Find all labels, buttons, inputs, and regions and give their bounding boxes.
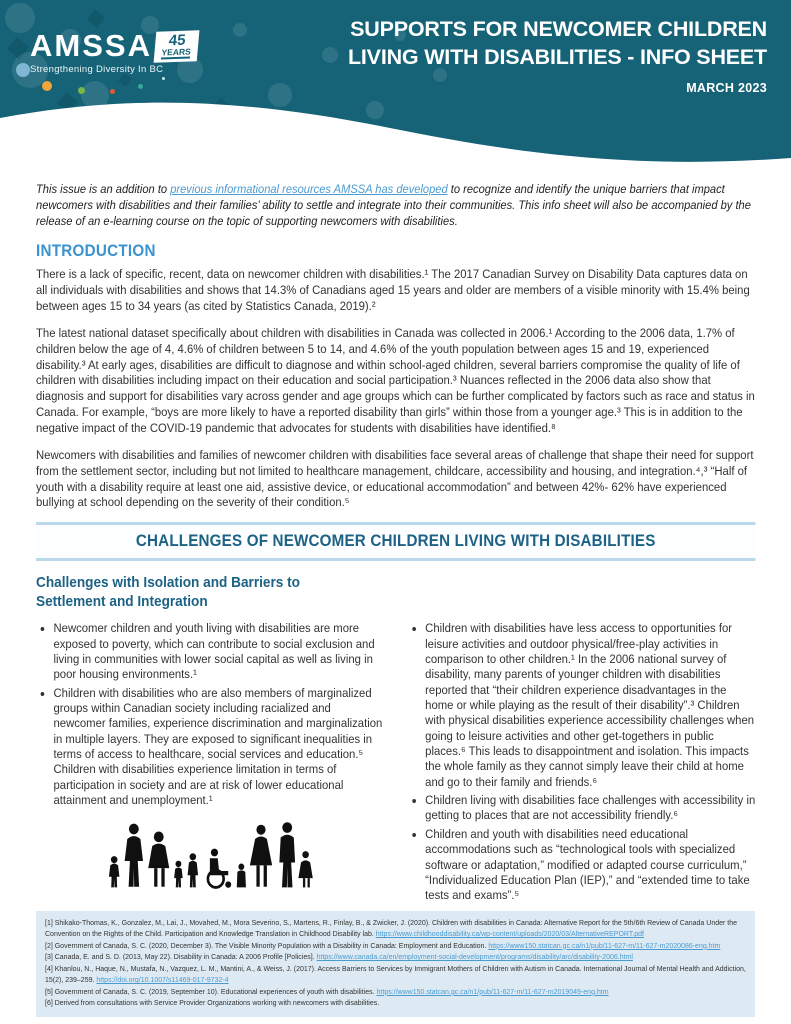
reference-item (45, 952, 746, 964)
bullet-item: • Children with disabilities have less access to opportunities for leisure activities and outdoor physical/free-play activities in comparison to other children.¹ In the 2006 national survey of disability, many parents of younger children with disabilities reported that “their children experience disadvantages in the home or while playing as the result of their disability”.³ Children with physical disabilities experience accessibility challenges when going to leisure activities and other get-togethers in public places.⁶ This leads to disappointment and isolation. This impacts the whole family as they cannot simply leave their child at home and go to their family and friends.⁶ (425, 621, 755, 790)
left-bullet-list (36, 621, 384, 808)
document-date: MARCH 2023 (686, 80, 767, 95)
reference-item (45, 918, 746, 941)
dot-green (78, 87, 85, 94)
logo-color-dots (30, 79, 198, 105)
badge-years: YEARS (161, 47, 191, 59)
reference-link[interactable]: https://www150.statcan.gc.ca/n1/pub/11-627-m/11-627-m2020086-eng.htm (488, 942, 721, 950)
family-silhouette-image (105, 821, 315, 889)
challenges-section-banner: CHALLENGES OF NEWCOMER CHILDREN LIVING WITH DISABILITIES (36, 522, 755, 561)
amssa-logo-text: AMSSA (30, 28, 152, 63)
reference-text: [2] Government of Canada, S. C. (2020, December 3). The Visible Minority Population with a Disability in Canada: Employment and Education. (45, 942, 487, 950)
bullet-item: • Newcomer children and youth living with disabilities are more exposed to poverty, which can contribute to social exclusion and living in communities with lower social capital as well as living in poor housing environments.¹ (53, 621, 383, 682)
reference-link[interactable]: https://www.canada.ca/en/employment-social-development/programs/disability/arc/disability-2006.html (316, 954, 633, 962)
introduction-paragraph-3: Newcomers with disabilities and families of newcomer children with disabilities face several areas of challenge that shape their need for support from the settlement sector, including but not limited to healthcare management, childcare, accessibility and housing, and integration.⁴,³ “Half of youth with a disability require at least one aid, assistive device, or educational accommodation” and between 42%- 62% have experienced bullying at school depending on the severity of their condition.⁵ (36, 447, 754, 510)
document-title-line2: LIVING WITH DISABILITIES - INFO SHEET (347, 44, 767, 69)
document-title (348, 16, 767, 72)
document-title-block (348, 16, 767, 95)
introduction-heading: INTRODUCTION (36, 242, 156, 261)
amssa-logo (30, 30, 198, 105)
content-area (36, 179, 755, 907)
dot-orange (42, 81, 52, 91)
challenges-subheading: Challenges with Isolation and Barriers to Settlement and Integration (36, 575, 300, 611)
reference-link[interactable]: https://www.childhooddisability.ca/wp-content/uploads/2020/03/AlternativeREPORT.pdf (375, 931, 644, 939)
right-bullet-list (408, 621, 756, 903)
reference-text: [3] Canada, E. and S. D. (2013, May 22). Disability in Canada: A 2006 Profile [Policies]. (45, 954, 315, 962)
introduction-paragraph-2: The latest national dataset specifically about children with disabilities in Canada was collected in 2006.¹ According to the 2006 data, 1.7% of children below the age of 4, 4.6% of children between 5 to 14, and 4.6% of the youth population between ages 15 and 19, experienced disability.³ At early ages, disabilities are difficult to diagnose and within school-aged children, several barriers compromise the quality of life of children with disabilities including impact on their education and social participation.³ Nuances reflected in the 2006 data also show that diagnosis and support for disabilities vary across gender and age groups which can be further complicated by factors such as race and status in Canada. For example, “boys are more likely to have a reported disability than girls” within those from a younger age.³ This is in addition to the negative impact of the COVID-19 pandemic that advocates for students with disabilities have identified.⁸ (36, 325, 755, 435)
reference-item (45, 998, 746, 1010)
previous-resources-link[interactable]: previous informational resources AMSSA has developed (170, 182, 448, 196)
reference-text: [6] Derived from consultations with Service Provider Organizations working with newcomers with disabilities. (45, 1000, 380, 1008)
reference-link[interactable]: https://www150.statcan.gc.ca/n1/pub/11-627-m/11-627-m2019049-eng.htm (376, 988, 609, 996)
reference-text: [1] Shikako-Thomas, K., Gonzalez, M., Lai, J., Movahed, M., Mora Severino, S., Martens, R., Finlay, B., & Zwicker, J. (2020). Children with disabilities in Canada: Alternative Report for the 5th/6th Review of Canada Under the Convention on the Rights of the Child. Participation and Knowledge Translation in Childhood Disability lab. (45, 919, 738, 939)
reference-item (45, 941, 746, 953)
badge-45: 45 (168, 31, 187, 50)
references-box (36, 911, 755, 1017)
bullet-item: • Children and youth with disabilities need educational accommodations such as “technological tools with specialized software or adaptation,” modified or adapted course curriculum,” “Individualized Education Plan (IEP),” and “extended time to take tests and exams”.⁵ (425, 827, 755, 904)
dot-white (162, 77, 165, 80)
reference-item (45, 987, 746, 999)
bullet-item: • Children with disabilities who are also members of marginalized groups within Canadian society including racialized and newcomer families, experience discrimination and marginalization in multiple layers. They are exposed to significant inequalities in terms of access to healthcare, social services and education.⁵ Children with disabilities experience limitation in terms of participation in society and are at risk of lower educational attainment and unemployment.¹ (53, 686, 383, 809)
logo-45-years-badge (153, 30, 199, 63)
logo-tagline: Strengthening Diversity In BC (30, 64, 164, 76)
reference-item (45, 964, 746, 987)
reference-text: [5] Government of Canada, S. C. (2019, September 10). Educational experiences of youth with disabilities. (45, 988, 375, 996)
reference-link[interactable]: https://doi.org/10.1007/s11469-017-9732-4 (96, 977, 229, 985)
intro-note (36, 181, 755, 229)
two-column-bullets (36, 621, 755, 906)
dot-teal (138, 84, 143, 89)
reference-text: [4] Khanlou, N., Haque, N., Mustafa, N., Vazquez, L. M., Mantini, A., & Weiss, J. (2017). Access Barriers to Services by Immigrant Mothers of Children with Autism in Canada. International Journal of Mental Health and Addiction, 15(2), 239–259. (45, 965, 746, 985)
right-column (408, 621, 756, 906)
bullet-item: • Children living with disabilities face challenges with accessibility in getting to places that are not accessibility friendly.⁶ (425, 793, 755, 824)
intro-note-post: to recognize and identify the unique barriers that impact newcomers with disabilities and their families’ ability to settle and integrate into their communities. This info sheet will also be accompanied by the release of an e-learning course on the topic of supporting newcomers with disabilities. (36, 182, 751, 229)
header-banner (0, 0, 791, 175)
intro-note-pre: This issue is an addition to (36, 182, 171, 196)
left-column (36, 621, 384, 889)
dot-red (110, 89, 115, 94)
introduction-paragraph-1: There is a lack of specific, recent, data on newcomer children with disabilities.¹ The 2017 Canadian Survey on Disability Data captures data on all individuals with disabilities and shows that 14.3% of Canadians aged 15 years and older are members of a visible minority with 15.4% being between ages 15 to 34 years (as cited by Statistics Canada, 2019).² (36, 267, 750, 313)
document-title-line1: SUPPORTS FOR NEWCOMER CHILDREN (350, 17, 767, 41)
